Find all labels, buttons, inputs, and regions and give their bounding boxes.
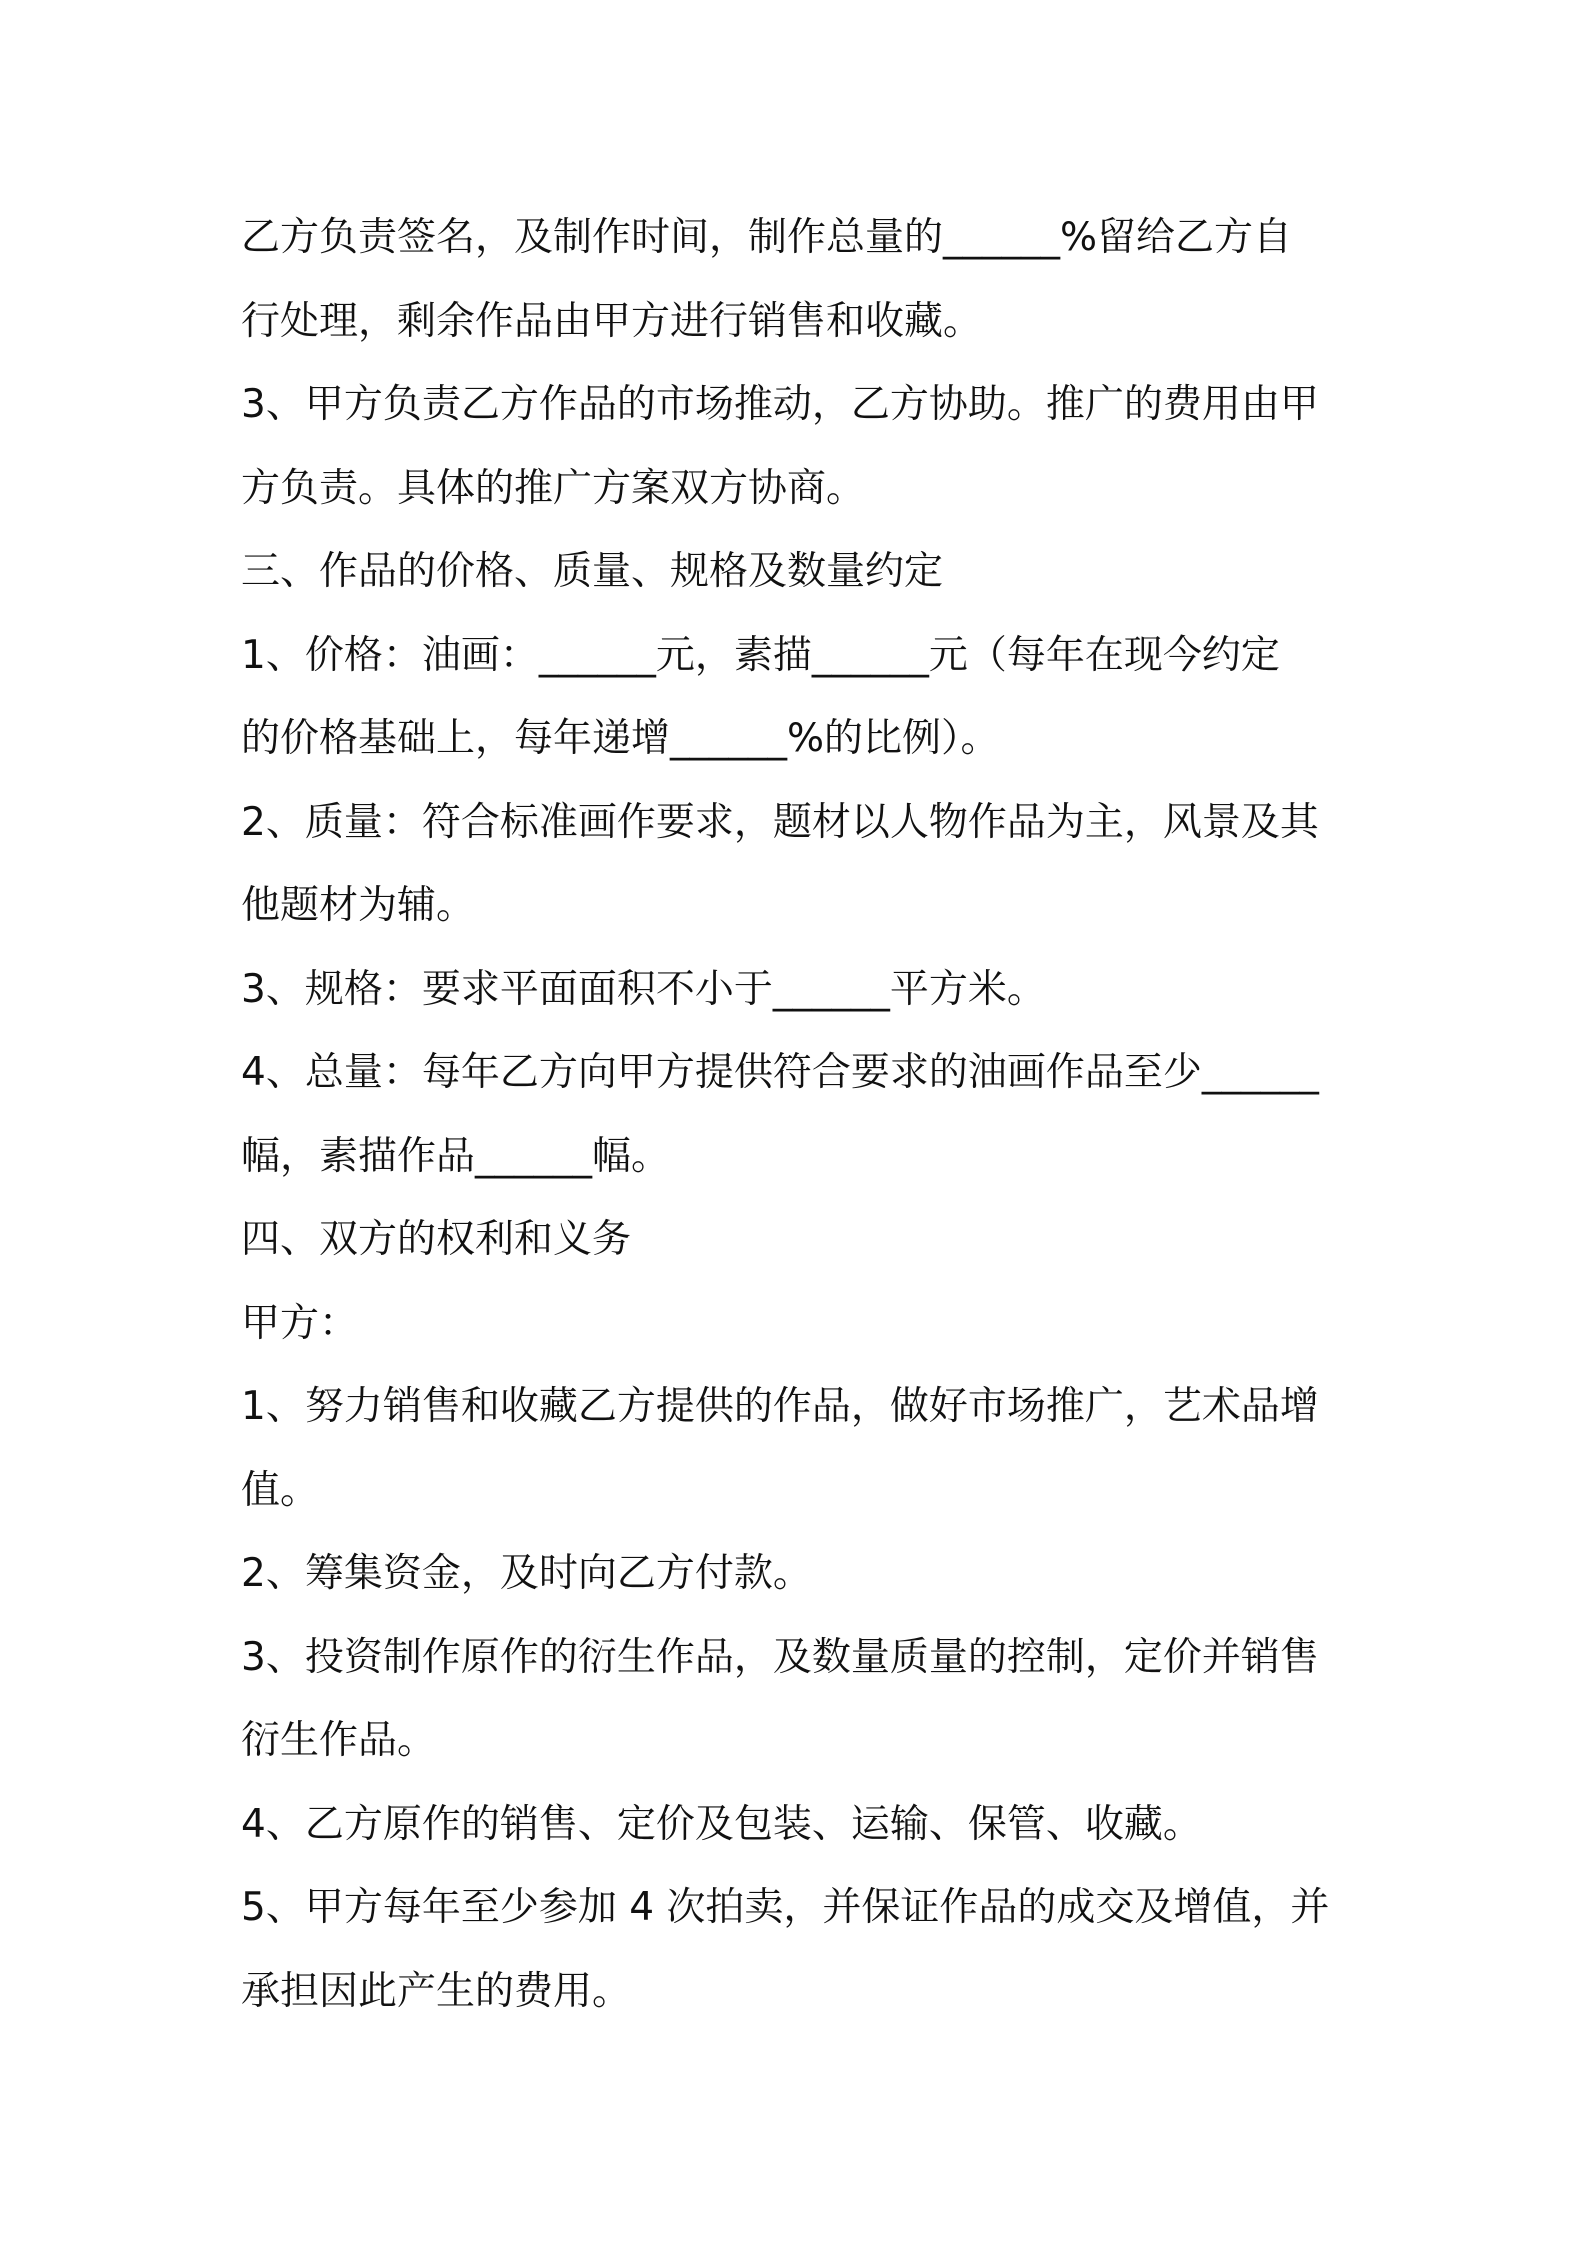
party-label: 甲方：	[241, 1300, 359, 1346]
text-line: 2、筹集资金，及时向乙方付款。	[241, 1551, 812, 1596]
text-line: 衍生作品。	[241, 1718, 437, 1763]
text-line: 方负责。具体的推广方案双方协商。	[241, 465, 866, 511]
text-line: 2、质量：符合标准画作要求，题材以人物作品为主，风景及其	[241, 799, 1319, 845]
text-line: 乙方负责签名，及制作时间，制作总量的______%留给乙方自	[241, 215, 1293, 260]
text-line: 1、价格：油画：______元，素描______元（每年在现今约定	[241, 632, 1280, 678]
text-line: 4、总量：每年乙方向甲方提供符合要求的油画作品至少______	[241, 1050, 1319, 1095]
text-line: 幅，素描作品______幅。	[241, 1133, 671, 1179]
text-line: 3、规格：要求平面面积不小于______平方米。	[241, 966, 1046, 1012]
text-line: 1、努力销售和收藏乙方提供的作品，做好市场推广，艺术品增	[241, 1384, 1319, 1429]
text-line: 行处理，剩余作品由甲方进行销售和收藏。	[241, 298, 983, 344]
text-line: 3、投资制作原作的衍生作品，及数量质量的控制，定价并销售	[241, 1634, 1319, 1680]
text-line: 5、甲方每年至少参加 4 次拍卖，并保证作品的成交及增值，并	[241, 1885, 1330, 1930]
section-heading: 四、双方的权利和义务	[241, 1217, 632, 1262]
text-line: 的价格基础上，每年递增______%的比例）。	[241, 716, 1000, 761]
text-line: 值。	[241, 1467, 320, 1513]
document-body	[241, 196, 1356, 2033]
text-line: 承担因此产生的费用。	[241, 1968, 632, 2014]
text-line: 3、甲方负责乙方作品的市场推动，乙方协助。推广的费用由甲	[241, 382, 1319, 427]
section-heading: 三、作品的价格、质量、规格及数量约定	[241, 549, 944, 594]
text-line: 他题材为辅。	[241, 883, 476, 928]
text-line: 4、乙方原作的销售、定价及包装、运输、保管、收藏。	[241, 1801, 1202, 1847]
